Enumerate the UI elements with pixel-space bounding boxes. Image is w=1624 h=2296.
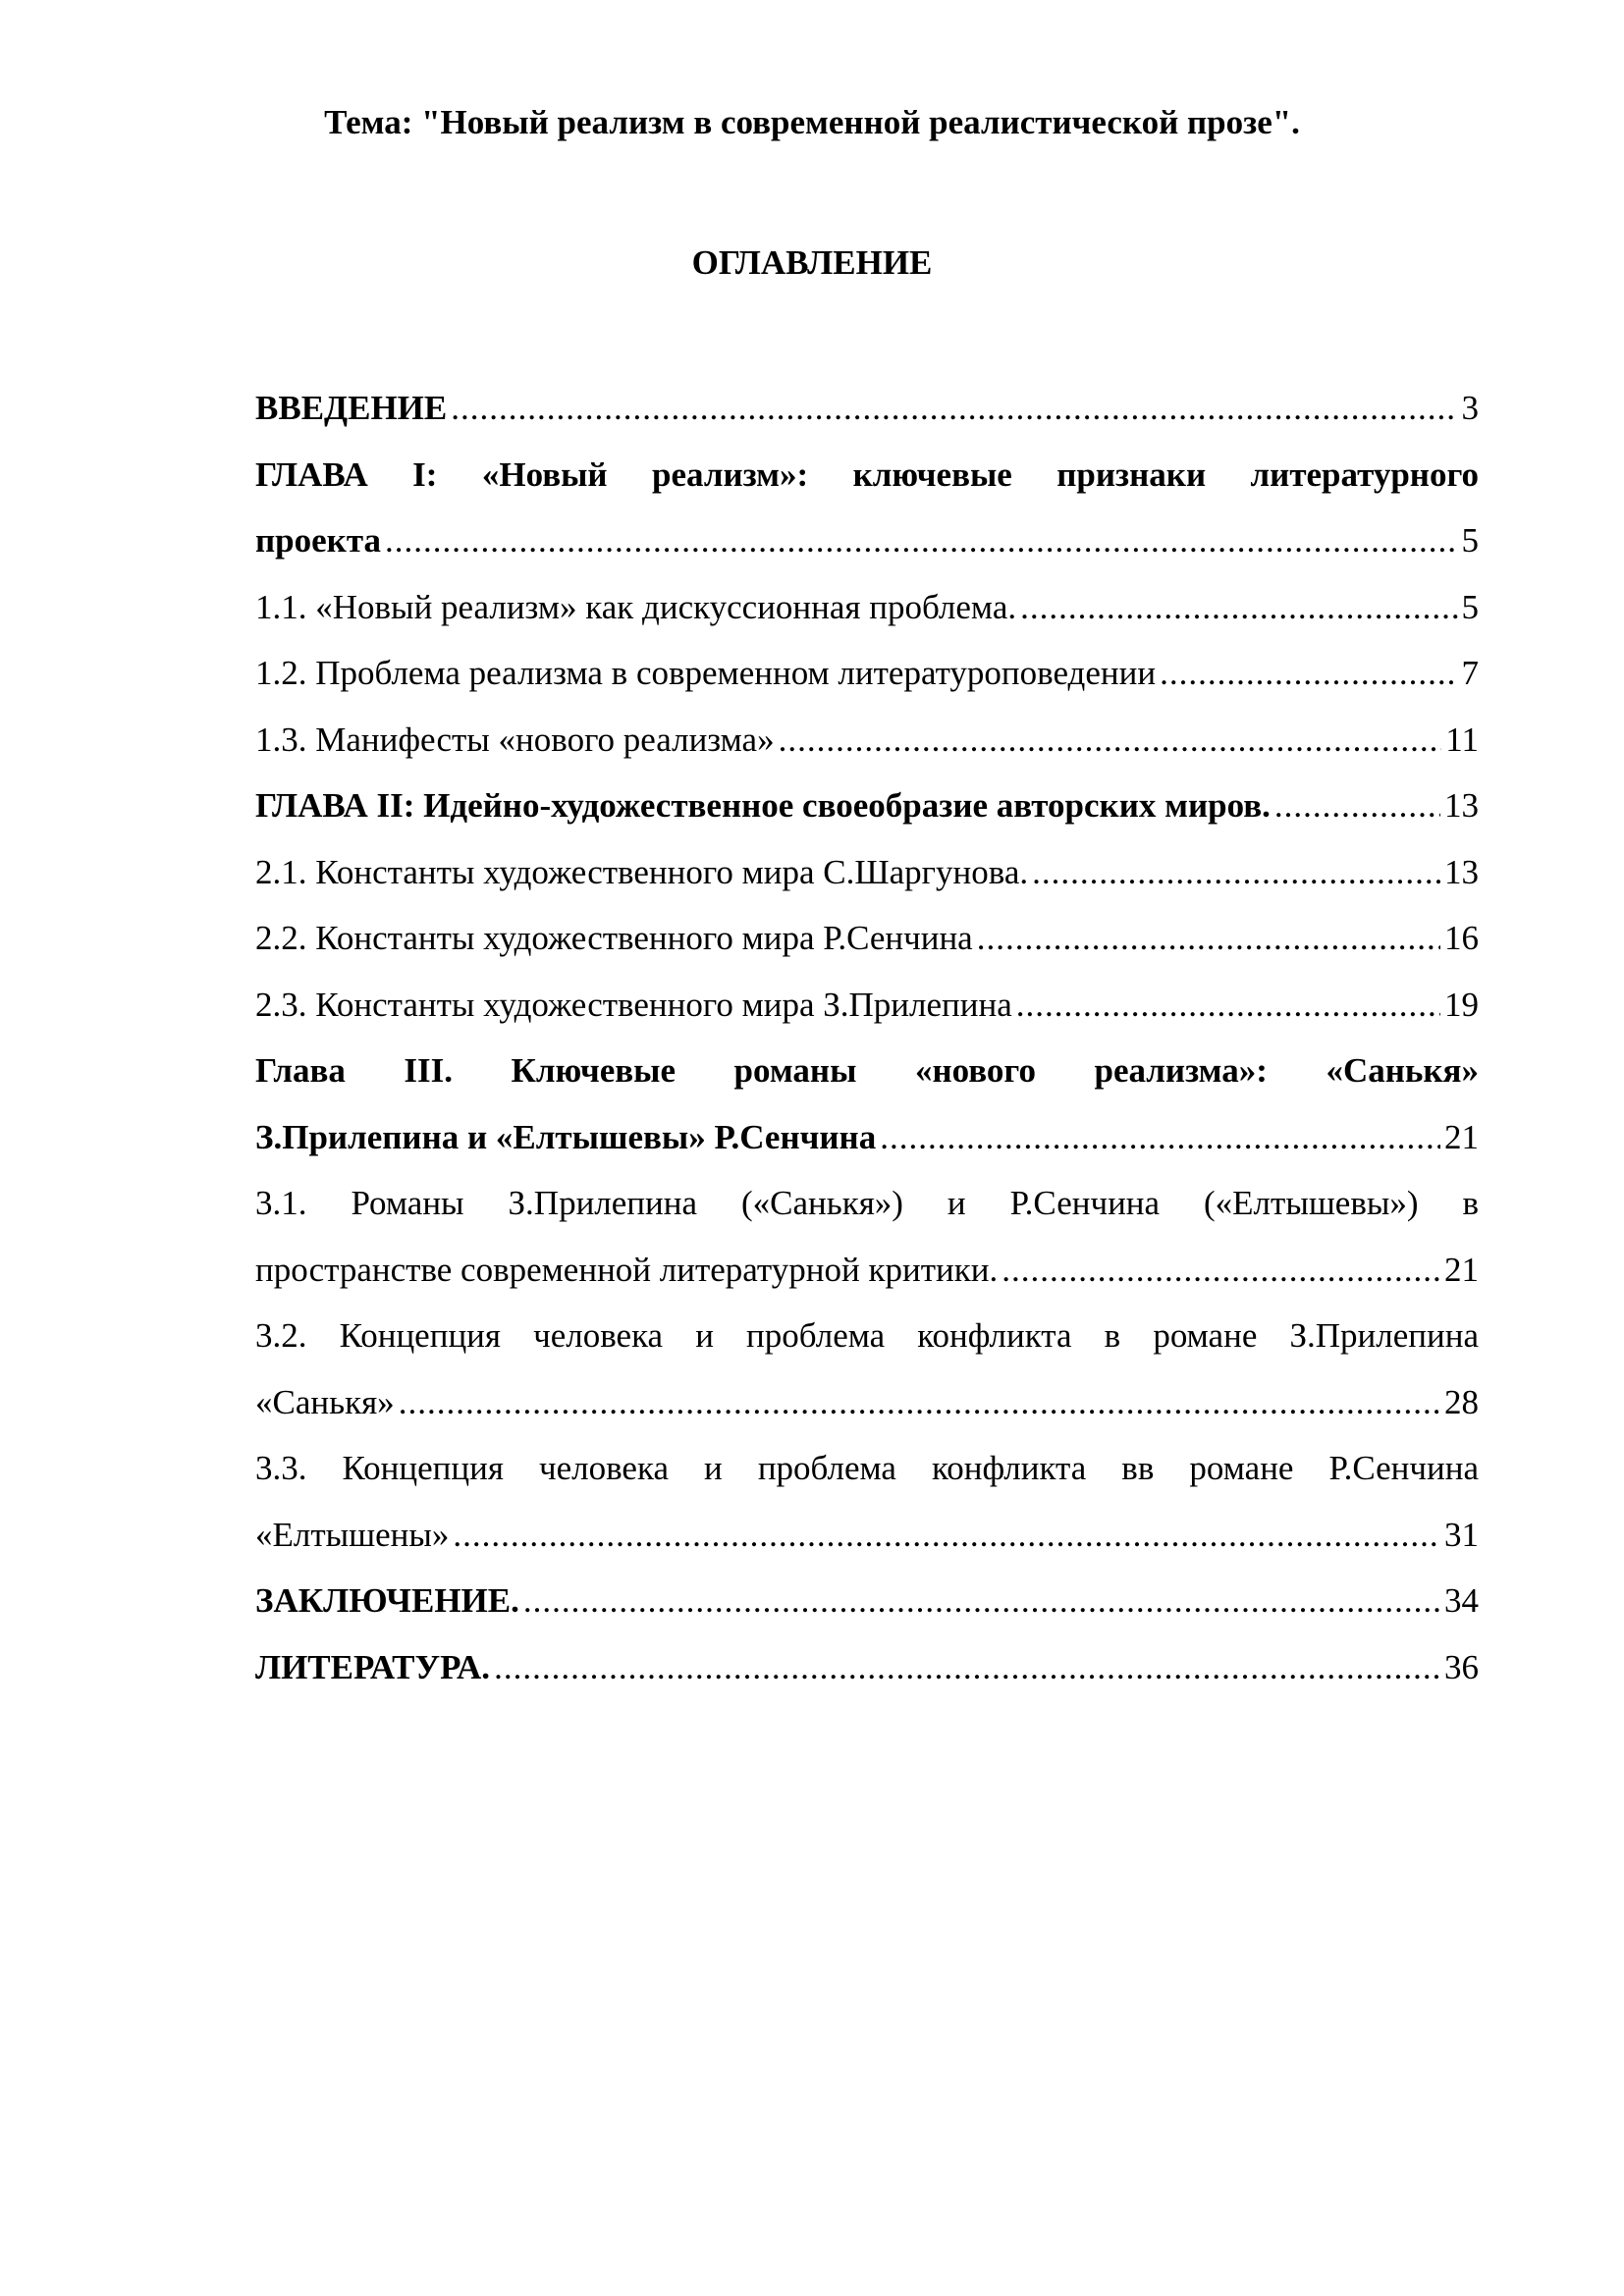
toc-entry-title: ЛИТЕРАТУРА.	[255, 1647, 491, 1686]
toc-page-number: 13	[1444, 852, 1479, 891]
toc-page-number: 11	[1445, 720, 1479, 759]
toc-entry-references[interactable]	[255, 1634, 1479, 1701]
toc-leader-dots	[399, 1369, 1440, 1436]
toc-entry-title: ЗАКЛЮЧЕНИЕ.	[255, 1581, 519, 1620]
toc-entry-section-3-3[interactable]	[255, 1435, 1479, 1568]
toc-leader-dots	[451, 375, 1457, 442]
toc-entry-title: ВВЕДЕНИЕ	[255, 389, 448, 427]
toc-page-number: 5	[1461, 521, 1479, 560]
toc-leader-dots	[779, 707, 1442, 774]
toc-entry-title: 3.3. Концепция человека и проблема конфликта вв романе Р.Сенчина	[255, 1449, 1479, 1487]
toc-entry-title: ГЛАВА I: «Новый реализм»: ключевые признаки литературного	[255, 454, 1479, 494]
toc-entry-title: 3.2. Концепция человека и проблема конфликта в романе З.Прилепина	[255, 1316, 1479, 1355]
toc-entry-title-continued: «Елтышены»	[255, 1515, 450, 1554]
toc-page-number: 13	[1444, 786, 1479, 825]
toc-entry-section-3-1[interactable]	[255, 1170, 1479, 1303]
toc-leader-dots	[385, 507, 1458, 574]
toc-leader-dots	[453, 1502, 1440, 1569]
toc-entry-title: 2.2. Константы художественного мира Р.Сенчина	[255, 919, 973, 957]
toc-leader-dots	[523, 1568, 1440, 1634]
toc-entry-title: 1.1. «Новый реализм» как дискуссионная проблема.	[255, 587, 1017, 626]
toc-entry-title-continued: пространстве современной литературной критики.	[255, 1250, 999, 1289]
toc-page-number: 28	[1444, 1382, 1479, 1421]
toc-page-number: 34	[1444, 1581, 1479, 1620]
toc-entry-introduction[interactable]	[255, 375, 1479, 442]
toc-page-number: 21	[1444, 1117, 1479, 1156]
toc-page-number: 31	[1444, 1515, 1479, 1554]
toc-entry-title: 3.1. Романы З.Прилепина («Санькя») и Р.Сенчина («Елтышевы») в	[255, 1184, 1479, 1222]
toc-leader-dots	[1020, 574, 1457, 641]
toc-entry-title: 1.3. Манифесты «нового реализма»	[255, 720, 775, 759]
toc-page-number: 21	[1444, 1250, 1479, 1289]
toc-leader-dots	[494, 1634, 1440, 1701]
toc-page-number: 16	[1444, 919, 1479, 957]
toc-entry-title-continued: З.Прилепина и «Елтышевы» Р.Сенчина	[255, 1117, 877, 1156]
toc-leader-dots	[1274, 773, 1440, 839]
toc-entry-section-2-2[interactable]	[255, 905, 1479, 972]
toc-entry-title: 1.2. Проблема реализма в современном литературоповедении	[255, 654, 1157, 692]
toc-entry-chapter-2[interactable]	[255, 773, 1479, 839]
toc-entry-title: ГЛАВА II: Идейно-художественное своеобразие авторских миров.	[255, 786, 1271, 825]
toc-leader-dots	[1160, 640, 1457, 707]
toc-entry-section-1-2[interactable]	[255, 640, 1479, 707]
toc-leader-dots	[1016, 972, 1440, 1039]
toc-title: ОГЛАВЛЕНИЕ	[691, 243, 933, 282]
toc-entry-section-1-3[interactable]	[255, 707, 1479, 774]
toc-page-number: 7	[1461, 654, 1479, 692]
table-of-contents	[255, 375, 1479, 1700]
toc-entry-title: 2.1. Константы художественного мира С.Шаргунова.	[255, 852, 1029, 891]
toc-page-number: 5	[1461, 587, 1479, 626]
toc-entry-title: Глава III. Ключевые романы «нового реализма»: «Санькя»	[255, 1051, 1479, 1090]
toc-entry-section-2-1[interactable]	[255, 839, 1479, 906]
toc-entry-title-continued: «Санькя»	[255, 1382, 395, 1421]
toc-page-number: 36	[1444, 1647, 1479, 1686]
toc-leader-dots	[1001, 1237, 1440, 1304]
toc-entry-conclusion[interactable]	[255, 1568, 1479, 1634]
toc-entry-chapter-1[interactable]	[255, 442, 1479, 574]
toc-entry-title: 2.3. Константы художественного мира З.Прилепина	[255, 985, 1012, 1024]
toc-entry-section-2-3[interactable]	[255, 972, 1479, 1039]
toc-page-number: 3	[1461, 389, 1479, 427]
toc-leader-dots	[1032, 839, 1440, 906]
document-theme: Тема: "Новый реализм в современной реалистической прозе".	[324, 103, 1300, 141]
toc-leader-dots	[977, 905, 1440, 972]
toc-page-number: 19	[1444, 985, 1479, 1024]
toc-entry-section-3-2[interactable]	[255, 1303, 1479, 1435]
toc-entry-chapter-3[interactable]	[255, 1038, 1479, 1170]
toc-leader-dots	[880, 1104, 1440, 1171]
toc-entry-title-continued: проекта	[255, 521, 381, 560]
toc-entry-section-1-1[interactable]	[255, 574, 1479, 641]
